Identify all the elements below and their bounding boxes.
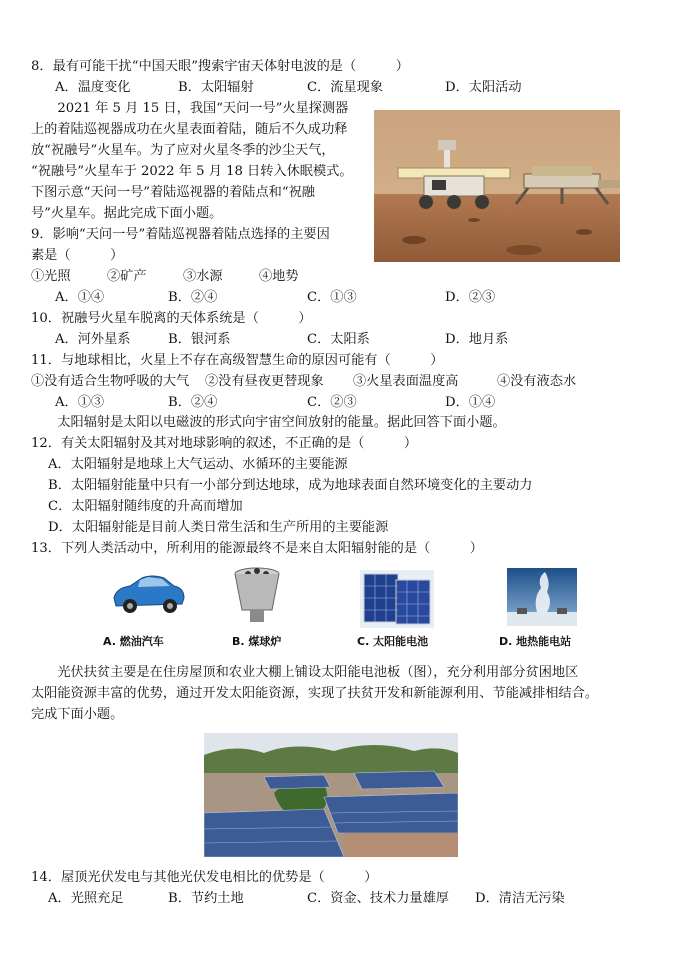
q10-option-b: B．银河系	[168, 332, 231, 347]
q10-option-d: D．地月系	[445, 332, 509, 347]
q12-stem: 12．有关太阳辐射及其对地球影响的叙述，不正确的是（ ）	[31, 436, 418, 451]
q11-choice-4: ④没有液态水	[497, 374, 577, 389]
q11-option-a: A．①③	[55, 395, 105, 410]
pv-passage-line: 太阳能资源丰富的优势，通过开发太阳能资源，实现了扶贫开发和新能源利用、节能减排相结合。	[31, 686, 599, 701]
q8-option-c: C．流星现象	[307, 80, 384, 95]
q13-stem: 13．下列人类活动中，所利用的能源最终不是来自太阳辐射能的是（ ）	[31, 541, 483, 556]
q9-choice-4: ④地势	[259, 269, 299, 284]
q14-stem: 14．屋顶光伏发电与其他光伏发电相比的优势是（ ）	[31, 870, 378, 885]
pv-passage-line: 完成下面小题。	[31, 707, 124, 722]
q9-choice-1: ①光照	[31, 269, 71, 284]
q12-option-a: A．太阳辐射是地球上大气运动、水循环的主要能源	[48, 457, 348, 472]
q9-stem: 9．影响“天问一号”着陆巡视器着陆点选择的主要因	[31, 227, 330, 242]
mars-passage-line: 号”火星车。据此完成下面小题。	[31, 206, 223, 221]
sun-passage: 太阳辐射是太阳以电磁波的形式向宇宙空间放射的能量。据此回答下面小题。	[31, 415, 506, 430]
q11-options	[0, 394, 688, 412]
q10-option-c: C．太阳系	[307, 332, 370, 347]
q10-stem: 10．祝融号火星车脱离的天体系统是（ ）	[31, 311, 312, 326]
caption-b: B. 煤球炉	[232, 635, 282, 648]
q9-option-a: A．①④	[55, 290, 105, 305]
solar-panel-image	[360, 570, 434, 628]
q12-option-b: B．太阳辐射能量中只有一小部分到达地球，成为地球表面自然环境变化的主要动力	[48, 478, 533, 493]
caption-c: C. 太阳能电池	[357, 635, 429, 648]
q11-choices	[0, 373, 688, 391]
caption-a: A. 燃油汽车	[103, 635, 164, 648]
q8-option-b: B．太阳辐射	[178, 80, 254, 95]
q11-stem: 11．与地球相比，火星上不存在高级智慧生命的原因可能有（ ）	[31, 353, 444, 368]
q9-choice-2: ②矿产	[107, 269, 147, 284]
q14-option-b: B．节约土地	[168, 891, 244, 906]
q11-option-c: C．②③	[307, 395, 357, 410]
mars-rover-photo	[374, 110, 620, 262]
q10-options	[0, 331, 688, 349]
pv-passage-line: 光伏扶贫主要是在住房屋顶和农业大棚上铺设太阳能电池板（图），充分利用部分贫困地区	[31, 665, 579, 680]
q11-option-d: D．①④	[445, 395, 496, 410]
q9-choices	[0, 268, 688, 286]
q12-option-d: D．太阳辐射能是目前人类日常生活和生产所用的主要能源	[48, 520, 389, 535]
q12-option-c: C．太阳辐射随纬度的升高而增加	[48, 499, 243, 514]
q9-options	[0, 289, 688, 307]
q9-option-d: D．②③	[445, 290, 496, 305]
q8-stem: 8．最有可能干扰“中国天眼”搜索宇宙天体射电波的是（ ）	[31, 59, 409, 74]
q9-stem-cont: 素是（ ）	[31, 248, 124, 263]
coal-stove-image	[232, 566, 282, 624]
q10-option-a: A．河外星系	[55, 332, 131, 347]
q8-option-a: A．温度变化	[55, 80, 131, 95]
rooftop-pv-photo	[204, 733, 458, 857]
q8-option-d: D．太阳活动	[445, 80, 522, 95]
q11-choice-1: ①没有适合生物呼吸的大气	[31, 374, 190, 389]
mars-passage-line: “祝融号”火星车于 2022 年 5 月 18 日转入休眠模式。	[31, 164, 353, 179]
q8-options	[0, 79, 688, 97]
q11-choice-2: ②没有昼夜更替现象	[205, 374, 324, 389]
q9-option-b: B．②④	[168, 290, 218, 305]
q11-choice-3: ③火星表面温度高	[353, 374, 459, 389]
q14-option-d: D．清洁无污染	[475, 891, 565, 906]
q9-choice-3: ③水源	[183, 269, 223, 284]
mars-passage-line: 2021 年 5 月 15 日，我国“天问一号”火星探测器	[31, 101, 349, 116]
q11-option-b: B．②④	[168, 395, 218, 410]
mars-passage-line: 上的着陆巡视器成功在火星表面着陆，随后不久成功释	[31, 122, 348, 137]
q14-option-c: C．资金、技术力量雄厚	[307, 891, 449, 906]
mars-passage-line: 放“祝融号”火星车。为了应对火星冬季的沙尘天气，	[31, 143, 335, 158]
q9-option-c: C．①③	[307, 290, 357, 305]
car-image	[108, 566, 188, 618]
q14-options	[0, 890, 688, 908]
caption-d: D. 地热能电站	[499, 635, 572, 648]
geothermal-image	[507, 568, 577, 626]
q14-option-a: A．光照充足	[48, 891, 124, 906]
mars-passage-line: 下图示意“天问一号”着陆巡视器的着陆点和“祝融	[31, 185, 315, 200]
